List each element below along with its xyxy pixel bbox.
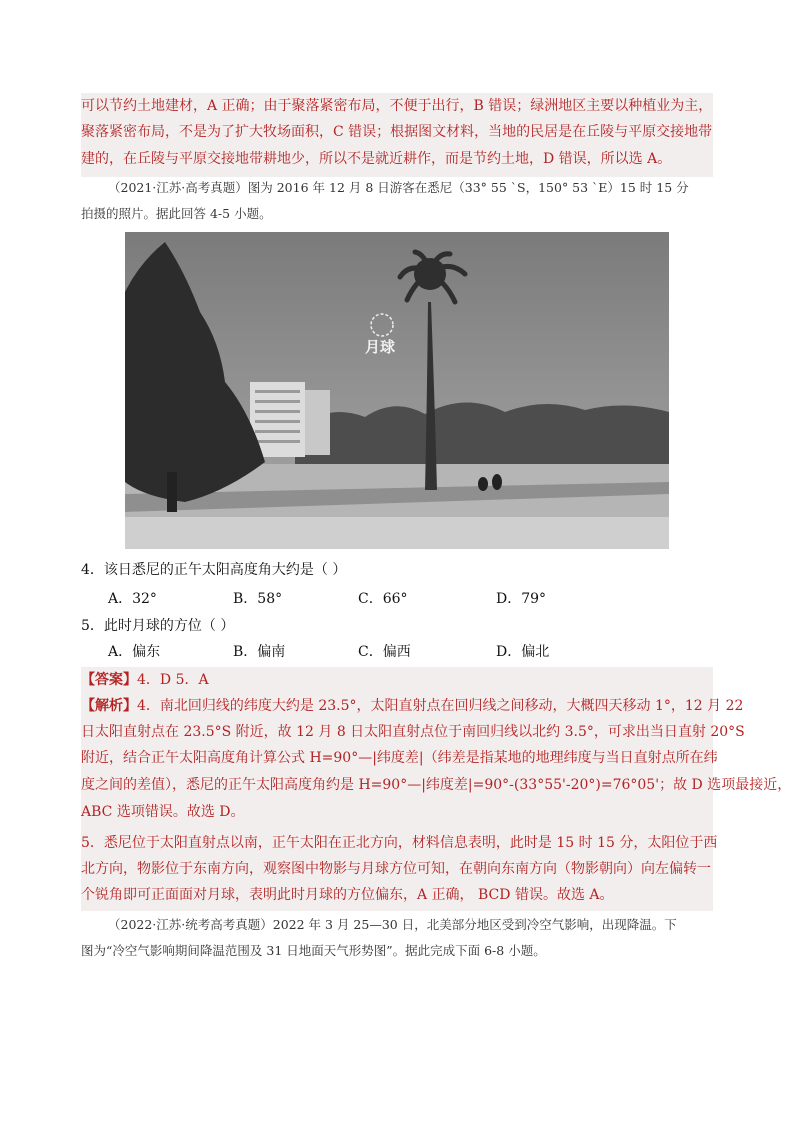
- prev-explanation-line: 可以节约土地建材，A 正确；由于聚落紧密布局，不便于出行，B 错误；绿洲地区主要以种植业为主，: [81, 98, 713, 114]
- question-source-intro: （2021·江苏·高考真题）图为 2016 年 12 月 8 日游客在悉尼（33° 55 `S，150° 53 `E）15 时 15 分: [108, 180, 689, 195]
- q4-option-a: A．32°: [108, 591, 157, 607]
- prev-explanation-line: 聚落紧密布局，不是为了扩大牧场面积，C 错误；根据图文材料，当地的民居是在丘陵与平原交接地带: [81, 124, 713, 140]
- analysis-line: 5．悉尼位于太阳直射点以南，正午太阳在正北方向，材料信息表明，此时是 15 时 15 分，太阳位于西: [81, 835, 718, 851]
- q5-option-d: D．偏北: [496, 644, 550, 660]
- q5-option-c: C．偏西: [358, 644, 411, 660]
- question-source-intro: 拍摄的照片。据此回答 4-5 小题。: [81, 206, 272, 221]
- answer-line: [81, 668, 209, 692]
- q5-option-a: A．偏东: [108, 644, 161, 660]
- analysis-line: 北方向，物影位于东南方向，观察图中物影与月球方位可知，在朝向东南方向（物影朝向）向左偏转一: [81, 861, 711, 877]
- sydney-photo: [125, 232, 669, 549]
- analysis-line: 日太阳直射点在 23.5°S 附近，故 12 月 8 日太阳直射点位于南回归线以北约 3.5°，可求出当日直射 20°S: [81, 724, 745, 740]
- analysis-line: [81, 694, 743, 718]
- answer-text: 4．D 5．A: [137, 672, 209, 688]
- question-4-stem: 4．该日悉尼的正午太阳高度角大约是（ ）: [81, 562, 347, 578]
- analysis-line: 附近，结合正午太阳高度角计算公式 H=90°—|纬度差|（纬差是指某地的地理纬度与当日直射点所在纬: [81, 750, 718, 766]
- analysis-line: 个锐角即可正面面对月球，表明此时月球的方位偏东，A 正确， BCD 错误。故选 A。: [81, 887, 614, 903]
- q4-option-b: B．58°: [233, 591, 283, 607]
- analysis-line: ABC 选项错误。故选 D。: [81, 804, 245, 820]
- analysis-text: 4．南北回归线的纬度大约是 23.5°，太阳直射点在回归线之间移动，大概四天移动 1°，12 月 22: [137, 698, 744, 714]
- photo-illustration: [125, 232, 669, 549]
- prev-explanation-line: 建的，在丘陵与平原交接地带耕地少，所以不是就近耕作，而是节约土地，D 错误，所以选 A。: [81, 151, 672, 167]
- analysis-tag: 【解析】: [81, 698, 137, 714]
- answer-tag: 【答案】: [81, 672, 137, 688]
- moon-label: 月球: [365, 338, 396, 356]
- question-5-stem: 5．此时月球的方位（ ）: [81, 618, 235, 634]
- analysis-line: 度之间的差值），悉尼的正午太阳高度角约是 H=90°—|纬度差|=90°-(33°55'-20°)=76°05'；故 D 选项最接近，: [81, 777, 792, 793]
- q4-option-d: D．79°: [496, 591, 547, 607]
- q5-option-b: B．偏南: [233, 644, 286, 660]
- q4-option-c: C．66°: [358, 591, 408, 607]
- question-source-intro: （2022·江苏·统考高考真题）2022 年 3 月 25—30 日，北美部分地区受到冷空气影响，出现降温。下: [108, 917, 677, 932]
- question-source-intro: 图为“冷空气影响期间降温范围及 31 日地面天气形势图”。据此完成下面 6-8 小题。: [81, 943, 546, 958]
